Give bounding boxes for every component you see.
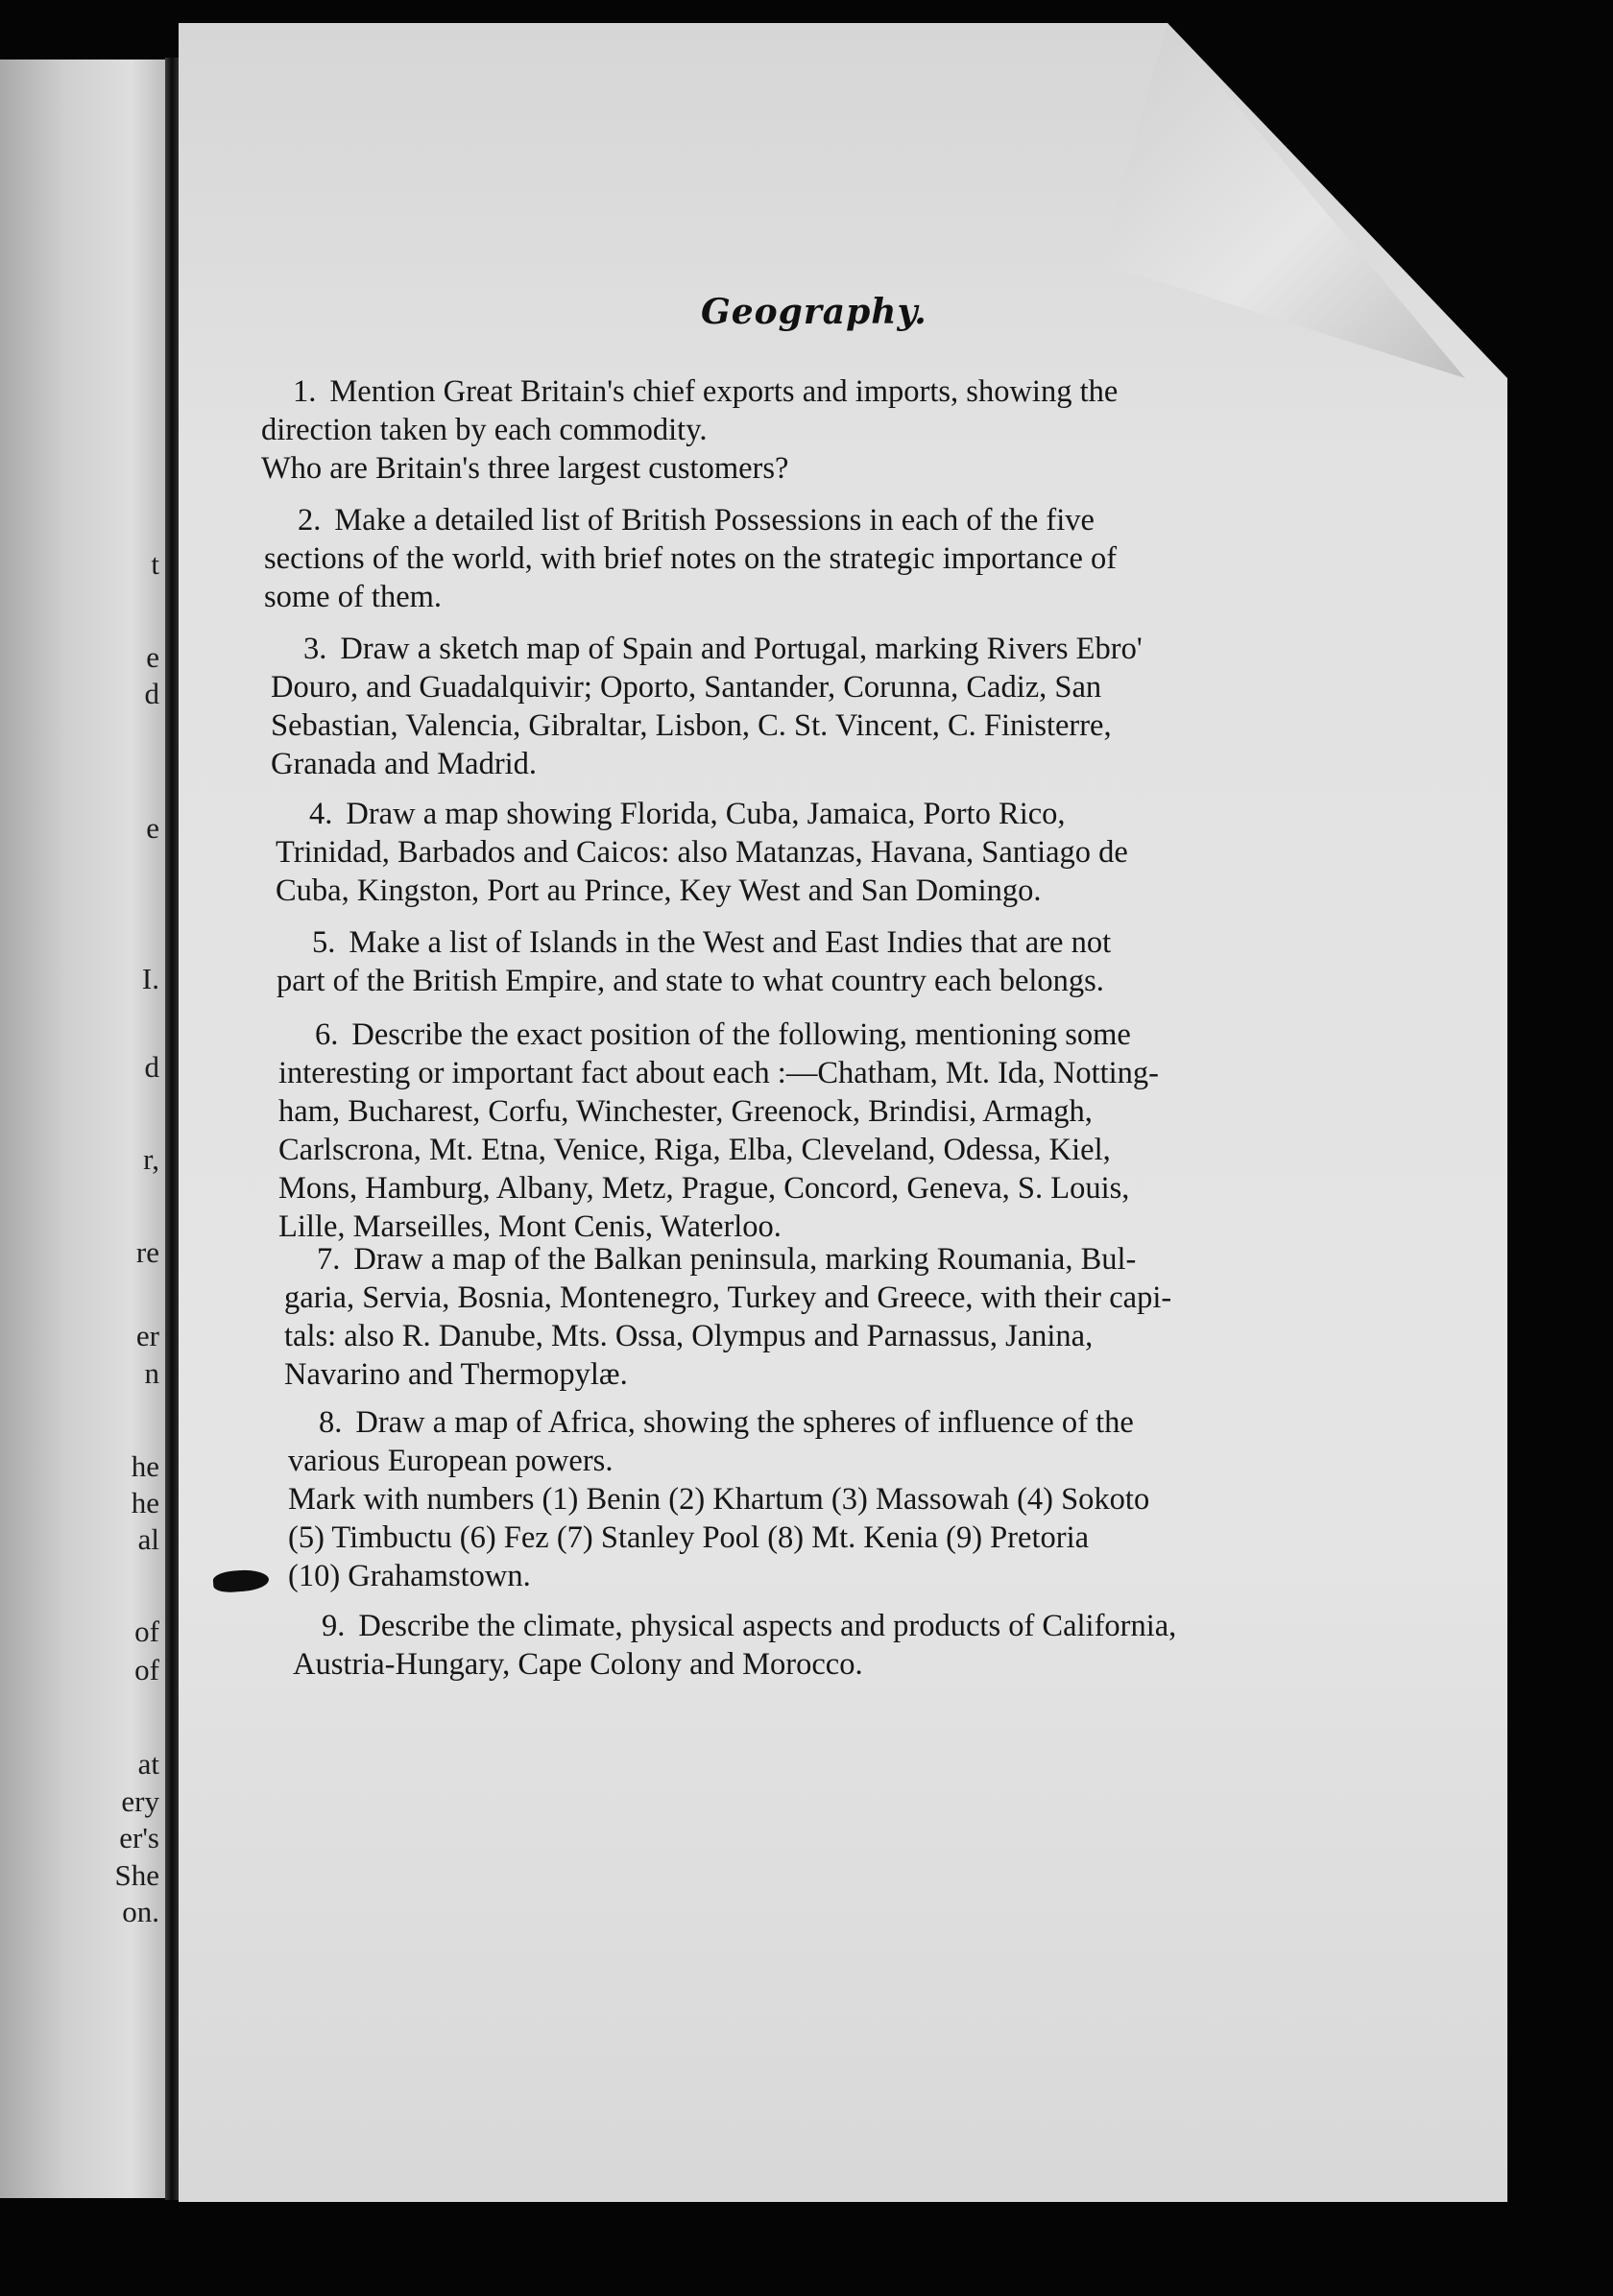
book-gutter — [165, 58, 179, 2200]
question-line: Draw a map of Africa, showing the spheres of influence of the — [355, 1405, 1134, 1440]
question-number: 2. — [298, 503, 322, 538]
question-line: direction taken by each commodity. — [261, 413, 708, 447]
question-line: (5) Timbuctu (6) Fez (7) Stanley Pool (8) Mt. Kenia (9) Pretoria — [288, 1520, 1090, 1555]
facing-page-fragment: er — [135, 1319, 159, 1352]
question-line: Mark with numbers (1) Benin (2) Khartum (3) Massowah (4) Sokoto — [288, 1482, 1150, 1517]
question-6 — [315, 1016, 1131, 1054]
question-number: 8. — [319, 1405, 343, 1440]
facing-page-fragment: I. — [141, 962, 159, 995]
question-line: ham, Bucharest, Corfu, Winchester, Greenock, Brindisi, Armagh, — [278, 1094, 1093, 1129]
question-line: garia, Servia, Bosnia, Montenegro, Turkey and Greece, with their capi- — [284, 1280, 1172, 1315]
question-line: Who are Britain's three largest customers? — [261, 451, 789, 486]
question-line: Draw a map showing Florida, Cuba, Jamaica, Porto Rico, — [346, 797, 1066, 831]
question-line: Carlscrona, Mt. Etna, Venice, Riga, Elba, Cleveland, Odessa, Kiel, — [278, 1133, 1111, 1167]
question-9-cont — [293, 1645, 863, 1684]
question-line: Mons, Hamburg, Albany, Metz, Prague, Concord, Geneva, S. Louis, — [278, 1171, 1130, 1206]
question-line: Trinidad, Barbados and Caicos: also Matanzas, Havana, Santiago de — [276, 835, 1128, 870]
question-2-cont — [264, 539, 1117, 616]
question-line: Lille, Marseilles, Mont Cenis, Waterloo. — [278, 1209, 782, 1244]
section-title: Geography. — [701, 292, 927, 332]
question-number: 1. — [293, 374, 317, 409]
facing-page-fragment: n — [144, 1356, 159, 1390]
facing-page-fragment: t — [151, 547, 159, 581]
question-line: Mention Great Britain's chief exports and imports, showing the — [329, 374, 1119, 409]
question-line: sections of the world, with brief notes on the strategic importance of — [264, 541, 1118, 576]
facing-page-fragment: of — [134, 1653, 159, 1686]
facing-page-fragment: d — [144, 1050, 159, 1084]
question-4 — [309, 795, 1066, 833]
question-number: 5. — [312, 925, 336, 960]
question-line: Draw a sketch map of Spain and Portugal, marking Rivers Ebro' — [340, 632, 1143, 666]
question-line: Draw a map of the Balkan peninsula, marking Roumania, Bul- — [353, 1242, 1137, 1277]
question-2 — [298, 501, 1095, 539]
question-number: 7. — [317, 1242, 341, 1277]
question-6-cont — [278, 1054, 1159, 1246]
facing-page-fragment: r, — [143, 1142, 159, 1176]
facing-page-fragment: ery — [121, 1784, 159, 1818]
question-5 — [312, 923, 1111, 962]
question-line: Cuba, Kingston, Port au Prince, Key West and San Domingo. — [276, 873, 1042, 908]
question-line: (10) Grahamstown. — [288, 1559, 531, 1593]
facing-page-fragment: of — [134, 1614, 159, 1648]
facing-page-fragment: d — [144, 677, 159, 710]
facing-page-fragment: on. — [122, 1895, 159, 1928]
question-5-cont — [277, 962, 1104, 1000]
facing-page-fragment: he — [131, 1449, 159, 1483]
question-line: Make a detailed list of British Possessions in each of the five — [334, 503, 1095, 538]
question-line: Describe the exact position of the following, mentioning some — [351, 1017, 1131, 1052]
question-line: tals: also R. Danube, Mts. Ossa, Olympus and Parnassus, Janina, — [284, 1319, 1094, 1353]
facing-page-fragment: he — [131, 1486, 159, 1519]
question-number: 3. — [303, 632, 327, 666]
question-line: Austria-Hungary, Cape Colony and Morocco. — [293, 1647, 863, 1682]
question-number: 4. — [309, 797, 333, 831]
question-3 — [303, 630, 1143, 668]
facing-page-fragment: at — [137, 1747, 159, 1781]
question-number: 6. — [315, 1017, 339, 1052]
question-7-cont — [284, 1279, 1171, 1394]
question-line: Granada and Madrid. — [271, 747, 538, 781]
facing-page-fragment: e — [146, 640, 159, 674]
question-line: various European powers. — [288, 1444, 614, 1478]
question-8-cont — [288, 1442, 1149, 1595]
question-number: 9. — [322, 1609, 346, 1643]
question-line: part of the British Empire, and state to what country each belongs. — [277, 964, 1104, 998]
question-line: interesting or important fact about each :—Chatham, Mt. Ida, Notting- — [278, 1056, 1159, 1090]
question-line: Sebastian, Valencia, Gibraltar, Lisbon, C. St. Vincent, C. Finisterre, — [271, 708, 1112, 743]
question-7 — [317, 1240, 1136, 1279]
question-1-cont — [261, 411, 788, 488]
question-line: Douro, and Guadalquivir; Oporto, Santander, Corunna, Cadiz, San — [271, 670, 1102, 705]
question-9 — [322, 1607, 1176, 1645]
question-8 — [319, 1403, 1134, 1442]
question-1 — [293, 372, 1118, 411]
facing-page-fragment: al — [137, 1522, 159, 1556]
question-line: Describe the climate, physical aspects and products of California, — [358, 1609, 1177, 1643]
facing-page-fragment: She — [114, 1858, 159, 1892]
facing-page-fragment: e — [146, 811, 159, 845]
question-line: Navarino and Thermopylæ. — [284, 1357, 628, 1392]
question-line: Make a list of Islands in the West and East Indies that are not — [349, 925, 1112, 960]
question-3-cont — [271, 668, 1112, 783]
facing-page-edge — [0, 60, 165, 2198]
facing-page-fragment: re — [135, 1235, 159, 1269]
facing-page-fragment: er's — [119, 1821, 159, 1854]
question-line: some of them. — [264, 580, 443, 614]
question-4-cont — [276, 833, 1128, 910]
